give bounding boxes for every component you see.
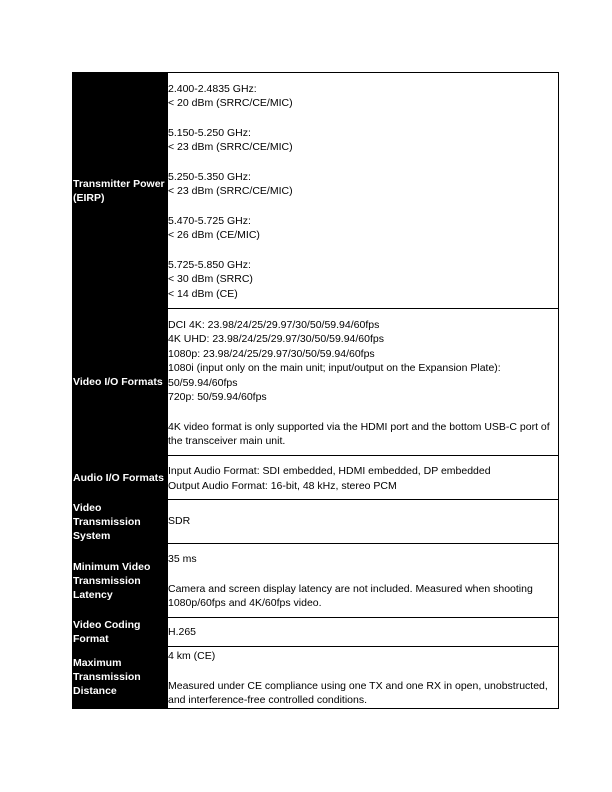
row-value-transmitter-power [168, 73, 559, 309]
distance-note: Measured under CE compliance using one TX and one RX in open, unobstructed, and interference-free controlled conditions. [168, 679, 548, 706]
band-freq: 5.470-5.725 GHz: [168, 214, 251, 227]
format-line: 4K UHD: 23.98/24/25/29.97/30/50/59.94/60fps [168, 333, 384, 345]
distance-value: 4 km (CE) [168, 650, 216, 662]
table-row [73, 647, 559, 709]
format-line: DCI 4K: 23.98/24/25/29.97/30/50/59.94/60fps [168, 318, 380, 331]
latency-note: Camera and screen display latency are not included. Measured when shooting 1080p/60fps and 4K/60fps video. [168, 582, 533, 610]
table-row [73, 309, 559, 456]
row-label-video-transmission-system: Video Transmission System [73, 500, 168, 544]
table-row [73, 618, 559, 647]
row-label-audio-io-formats: Audio I/O Formats [73, 456, 168, 500]
row-value-audio-io-formats [168, 456, 559, 500]
table-row [73, 73, 559, 309]
row-label-video-io-formats: Video I/O Formats [73, 309, 168, 456]
row-value-min-latency [168, 544, 559, 618]
band-freq: 2.400-2.4835 GHz: [168, 82, 257, 95]
band-freq: 5.250-5.350 GHz: [168, 170, 251, 183]
latency-value: 35 ms [168, 553, 197, 566]
band-power: < 30 dBm (SRRC) [168, 273, 253, 286]
row-value-video-io-formats [168, 309, 559, 456]
format-line: 1080i (input only on the main unit; input/output on the Expansion Plate): [168, 362, 501, 374]
band-freq: 5.725-5.850 GHz: [168, 258, 251, 271]
band-freq: 5.150-5.250 GHz: [168, 126, 251, 139]
row-value-video-coding-format: H.265 [168, 618, 559, 647]
audio-line: Input Audio Format: SDI embedded, HDMI embedded, DP embedded [168, 465, 491, 477]
format-line: 50/59.94/60fps [168, 376, 238, 389]
row-label-video-coding-format: Video Coding Format [73, 618, 168, 647]
audio-line: Output Audio Format: 16-bit, 48 kHz, stereo PCM [168, 479, 397, 492]
row-label-max-distance: Maximum Transmission Distance [73, 647, 168, 709]
table-row [73, 544, 559, 618]
row-label-min-latency: Minimum Video Transmission Latency [73, 544, 168, 618]
band-power: < 23 dBm (SRRC/CE/MIC) [168, 141, 293, 154]
band-power: < 23 dBm (SRRC/CE/MIC) [168, 185, 293, 198]
row-value-video-transmission-system: SDR [168, 500, 559, 544]
row-value-max-distance [168, 647, 559, 709]
row-label-transmitter-power: Transmitter Power (EIRP) [73, 73, 168, 309]
format-line: 720p: 50/59.94/60fps [168, 391, 267, 403]
band-power: < 20 dBm (SRRC/CE/MIC) [168, 97, 293, 110]
band-power: < 26 dBm (CE/MIC) [168, 229, 260, 242]
table-row [73, 500, 559, 544]
format-note: 4K video format is only supported via the HDMI port and the bottom USB-C port of the transceiver main unit. [168, 420, 550, 447]
format-line: 1080p: 23.98/24/25/29.97/30/50/59.94/60fps [168, 347, 375, 360]
specs-table [72, 72, 559, 709]
table-row [73, 456, 559, 500]
band-power: < 14 dBm (CE) [168, 287, 238, 300]
